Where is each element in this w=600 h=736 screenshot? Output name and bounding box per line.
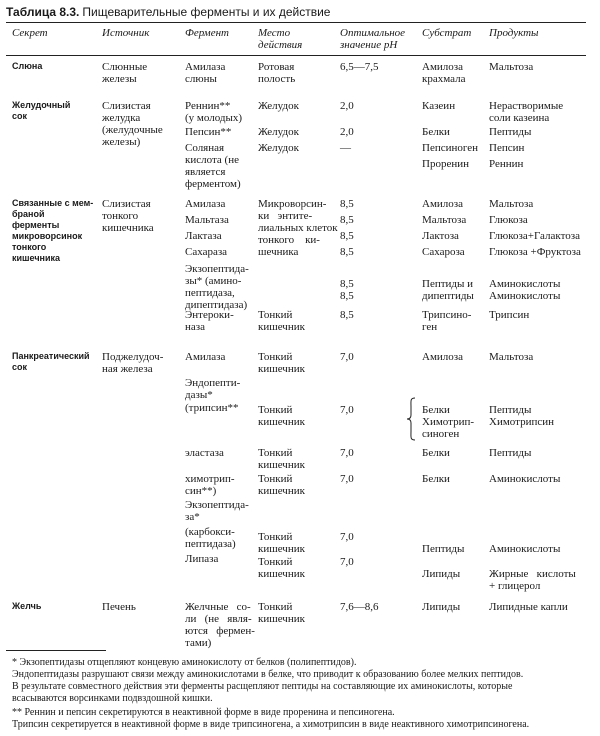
site-cell: Ротовая полость [258,61,296,85]
substrate-cell: Белки [422,126,450,138]
enzyme-cell: (трипсин** [185,402,239,414]
enzyme-cell: Липаза [185,553,219,565]
product-cell: Глюкоза [489,214,528,226]
curly-brace-icon [405,397,417,441]
header-site: Место действия [258,27,303,51]
substrate-cell: Амилоза [422,351,464,363]
footnote: * Экзопептидазы отщепляют концевую аминокислоту от белков (полипептидов). [12,657,357,668]
enzyme-cell: химотрип- син**) [185,473,235,497]
substrate-cell: Пепсиноген [422,142,479,154]
product-cell: Аминокислоты Аминокислоты [489,278,561,302]
product-cell: Нерастворимые соли казеина [489,100,564,124]
section-source: Слизистая тонкого кишечника [102,198,154,234]
ph-cell: 8,5 [340,198,354,210]
product-cell: Реннин [489,158,524,170]
enzyme-cell: Амилаза [185,198,226,210]
enzyme-cell: Амилаза слюны [185,61,226,85]
ph-cell: 8,5 [340,230,354,242]
ph-cell: 7,0 [340,556,354,568]
site-cell: Желудок [258,142,299,154]
site-cell: Желудок [258,126,299,138]
product-cell: Мальтоза [489,61,534,73]
product-cell: Мальтоза [489,351,534,363]
footnote: В результате совместного действия эти ферменты расщепляют пептиды на составляющие их аминокислоты, которые [12,681,513,692]
enzyme-cell: Пепсин** [185,126,232,138]
site-cell: Тонкий кишечник [258,351,305,375]
product-cell: Аминокислоты [489,473,561,485]
enzyme-cell: Экзопептида- за* [185,499,249,523]
header-ph: Оптимальное значение pH [340,27,406,51]
section-secret: Слюна [12,61,43,71]
substrate-cell: Липиды [422,601,461,613]
substrate-cell: Проренин [422,158,469,170]
product-cell: Мальтоза [489,198,534,210]
ph-cell: 7,6—8,6 [340,601,379,613]
footnote: всасываются ворсинками подвздошной кишки. [12,693,213,704]
ph-cell: 7,0 [340,473,354,485]
substrate-cell: Казеин [422,100,456,112]
section-secret: Панкреатический сок [12,351,90,372]
section-source: Слизистая желудка (желудочные железы) [102,100,163,148]
substrate-cell: Сахароза [422,246,465,258]
section-secret: Связанные с мем- браной ферменты микроворсинок тонкого кишечника [12,198,94,263]
table-caption: Пищеварительные ферменты и их действие [82,5,331,19]
header-secret: Секрет [12,27,48,39]
table-number: Таблица 8.3. [6,5,80,19]
enzyme-cell: Соляная кислота (не является ферментом) [185,142,241,190]
product-cell: Глюкоза+Галактоза [489,230,580,242]
substrate-cell: Липиды [422,568,461,580]
site-cell: Тонкий кишечник [258,473,305,497]
header-source: Источник [102,27,150,39]
ph-cell: 8,5 [340,246,354,258]
substrate-cell: Трипсино- ген [422,309,472,333]
enzyme-cell: эластаза [185,447,224,459]
footnote-rule [6,650,106,651]
substrate-cell: Амилоза [422,198,464,210]
section-secret: Желчь [12,601,42,611]
product-cell: Аминокислоты [489,543,561,555]
site-cell: Тонкий кишечник [258,309,305,333]
product-cell: Пептиды [489,447,532,459]
substrate-cell: Белки Химотрип- синоген [422,404,475,440]
ph-cell: 7,0 [340,351,354,363]
enzyme-cell: Эндопепти- дазы* [185,377,241,401]
site-cell: Желудок [258,100,299,112]
ph-cell: 7,0 [340,531,354,543]
substrate-cell: Белки [422,447,450,459]
section-source: Слюнные железы [102,61,148,85]
section-source: Печень [102,601,136,613]
product-cell: Липидные капли [489,601,568,613]
product-cell: Глюкоза +Фруктоза [489,246,581,258]
section-secret: Желудочный сок [12,100,71,121]
footnote: Трипсин секретируется в неактивной форме в виде трипсиногена, а химотрипсин в виде неактивного химотрипсиногена. [12,719,530,730]
substrate-cell: Мальтоза [422,214,467,226]
section-source: Поджелудоч- ная железа [102,351,164,375]
enzyme-cell: Реннин** (у молодых) [185,100,243,124]
ph-cell: 8,5 [340,214,354,226]
enzyme-cell: Лактаза [185,230,222,242]
ph-cell: 8,5 8,5 [340,278,354,302]
ph-cell: 2,0 [340,126,354,138]
substrate-cell: Лактоза [422,230,459,242]
header-enzyme: Фермент [185,27,229,39]
ph-cell: 6,5—7,5 [340,61,379,73]
top-rule [6,22,586,23]
footnote: Эндопептидазы разрушают связи между аминокислотами в белке, что приводит к образованию более мелких пептидов. [12,669,524,680]
substrate-cell: Пептиды и дипептиды [422,278,474,302]
product-cell: Трипсин [489,309,530,321]
enzyme-cell: Энтероки- наза [185,309,234,333]
substrate-cell: Пептиды [422,543,465,555]
substrate-cell: Белки [422,473,450,485]
product-cell: Жирные кислоты + глицерол [489,568,576,592]
enzyme-cell: Амилаза [185,351,226,363]
site-cell: Тонкий кишечник [258,531,305,555]
enzyme-cell: Желчные со- ли (не явля- ются фермен- тами) [185,601,255,649]
header-substrate: Субстрат [422,27,472,39]
ph-cell: 2,0 [340,100,354,112]
table-title [6,5,330,20]
ph-cell: — [340,142,351,154]
site-cell: Тонкий кишечник [258,404,305,428]
substrate-cell: Амилоза крахмала [422,61,466,85]
product-cell: Пепсин [489,142,525,154]
enzyme-cell: Мальтаза [185,214,229,226]
footnote: ** Реннин и пепсин секретируются в неактивной форме в виде проренина и пепсиногена. [12,707,395,718]
header-products: Продукты [489,27,539,39]
enzyme-cell: (карбокси- пептидаза) [185,526,236,550]
site-cell: Тонкий кишечник [258,447,305,471]
site-cell: Микроворсин- ки энтите- лиальных клеток тонкого ки- шечника [258,198,338,258]
site-cell: Тонкий кишечник [258,601,305,625]
enzyme-cell: Экзопептида- зы* (амино- пептидаза, дипептидаза) [185,263,249,311]
product-cell: Пептиды Химотрипсин [489,404,555,428]
enzyme-cell: Сахараза [185,246,228,258]
ph-cell: 7,0 [340,404,354,416]
site-cell: Тонкий кишечник [258,556,305,580]
header-rule [6,55,586,56]
ph-cell: 7,0 [340,447,354,459]
product-cell: Пептиды [489,126,532,138]
ph-cell: 8,5 [340,309,354,321]
